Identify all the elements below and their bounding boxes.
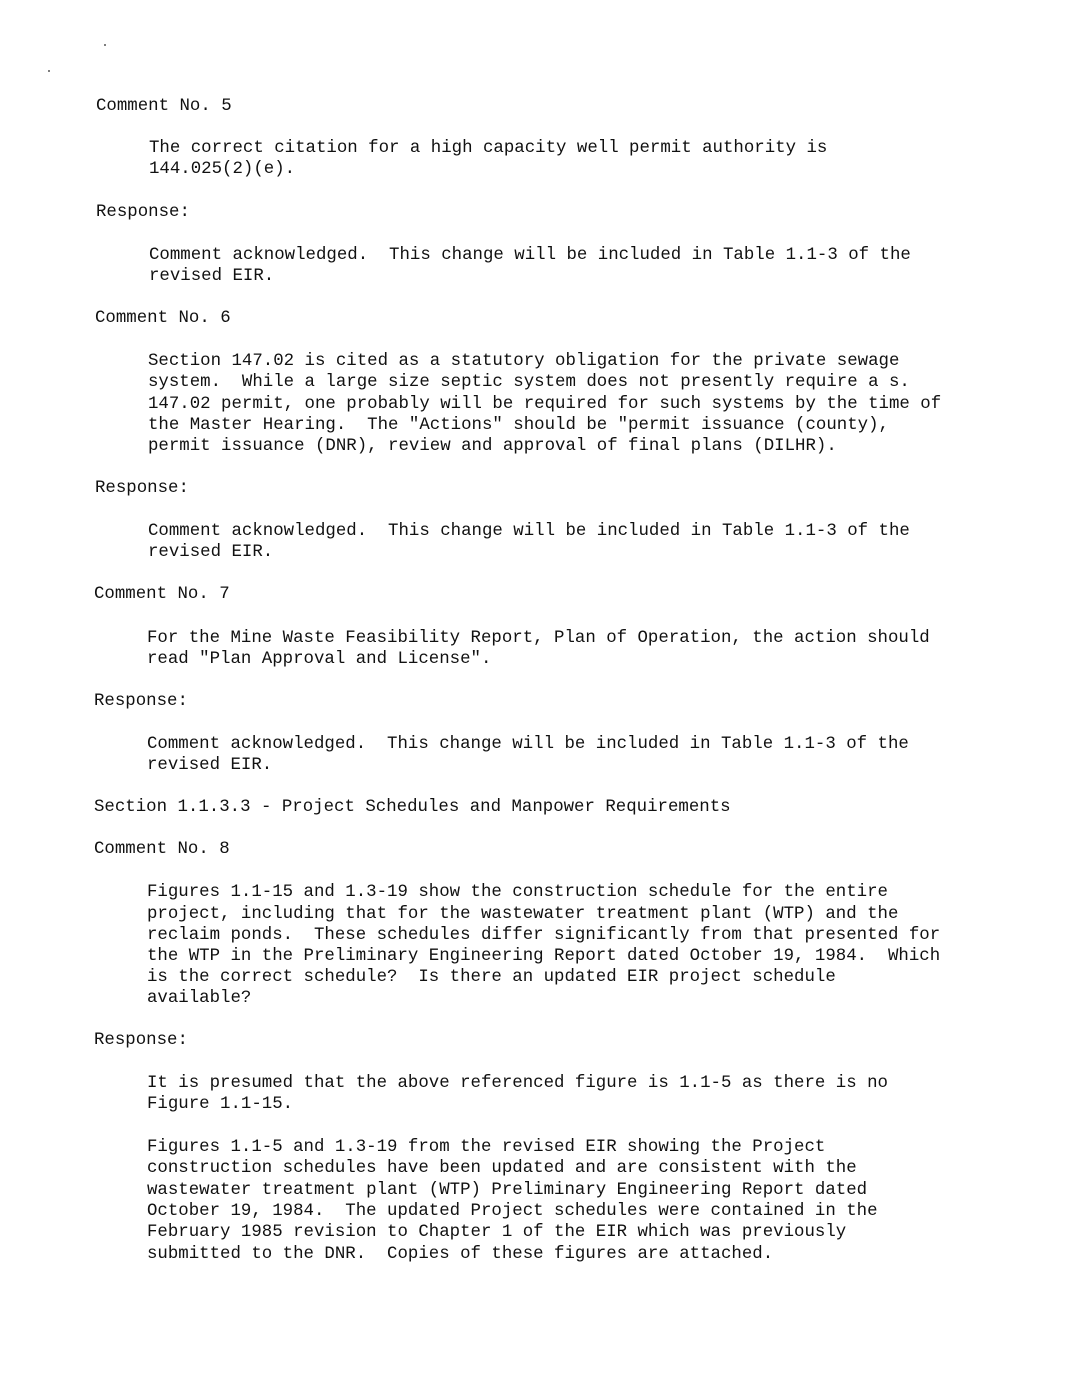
comment-7-heading: Comment No. 7	[94, 585, 230, 604]
response-7-heading: Response:	[94, 692, 188, 711]
comment-6-heading: Comment No. 6	[95, 309, 231, 328]
response-6-heading: Response:	[95, 479, 189, 498]
response-7-text-line-2: revised EIR.	[147, 756, 273, 775]
scan-speck	[48, 70, 50, 72]
response-8-para-2-line-1: Figures 1.1-5 and 1.3-19 from the revised EIR showing the Project	[147, 1138, 826, 1157]
response-6-text-line-2: revised EIR.	[148, 543, 274, 562]
response-8-para-1-line-2: Figure 1.1-15.	[147, 1095, 294, 1114]
response-5-heading: Response:	[96, 203, 190, 222]
response-8-heading: Response:	[94, 1031, 188, 1050]
comment-8-text-line-4: the WTP in the Preliminary Engineering Report dated October 19, 1984. Which	[147, 947, 941, 966]
comment-7-text-line-1: For the Mine Waste Feasibility Report, Plan of Operation, the action should	[147, 629, 930, 648]
scan-speck	[104, 44, 106, 46]
response-5-text-line-2: revised EIR.	[149, 267, 275, 286]
response-8-para-1-line-1: It is presumed that the above referenced figure is 1.1-5 as there is no	[147, 1074, 888, 1093]
comment-6-text-line-5: permit issuance (DNR), review and approval of final plans (DILHR).	[148, 437, 837, 456]
comment-8-text-line-5: is the correct schedule? Is there an updated EIR project schedule	[147, 968, 836, 987]
comment-7-text-line-2: read "Plan Approval and License".	[147, 650, 492, 669]
response-8-para-2-line-5: February 1985 revision to Chapter 1 of the EIR which was previously	[147, 1223, 847, 1242]
comment-8-text-line-3: reclaim ponds. These schedules differ significantly from that presented for	[147, 926, 941, 945]
comment-8-text-line-1: Figures 1.1-15 and 1.3-19 show the construction schedule for the entire	[147, 883, 888, 902]
comment-6-text-line-3: 147.02 permit, one probably will be required for such systems by the time of	[148, 395, 942, 414]
comment-8-text-line-2: project, including that for the wastewater treatment plant (WTP) and the	[147, 905, 899, 924]
response-5-text-line-1: Comment acknowledged. This change will be included in Table 1.1-3 of the	[149, 246, 911, 265]
response-8-para-2-line-2: construction schedules have been updated and are consistent with the	[147, 1159, 857, 1178]
comment-5-text-line-1: The correct citation for a high capacity well permit authority is	[149, 139, 828, 158]
comment-6-text-line-2: system. While a large size septic system does not presently require a s.	[148, 373, 910, 392]
response-7-text-line-1: Comment acknowledged. This change will be included in Table 1.1-3 of the	[147, 735, 909, 754]
section-heading: Section 1.1.3.3 - Project Schedules and Manpower Requirements	[94, 798, 731, 817]
response-8-para-2-line-4: October 19, 1984. The updated Project schedules were contained in the	[147, 1202, 878, 1221]
comment-5-heading: Comment No. 5	[96, 97, 232, 116]
comment-5-text-line-2: 144.025(2)(e).	[149, 160, 296, 179]
comment-8-text-line-6: available?	[147, 989, 252, 1008]
response-8-para-2-line-3: wastewater treatment plant (WTP) Preliminary Engineering Report dated	[147, 1181, 868, 1200]
comment-6-text-line-1: Section 147.02 is cited as a statutory obligation for the private sewage	[148, 352, 900, 371]
comment-6-text-line-4: the Master Hearing. The "Actions" should be "permit issuance (county),	[148, 416, 889, 435]
response-6-text-line-1: Comment acknowledged. This change will be included in Table 1.1-3 of the	[148, 522, 910, 541]
response-8-para-2-line-6: submitted to the DNR. Copies of these figures are attached.	[147, 1245, 774, 1264]
comment-8-heading: Comment No. 8	[94, 840, 230, 859]
